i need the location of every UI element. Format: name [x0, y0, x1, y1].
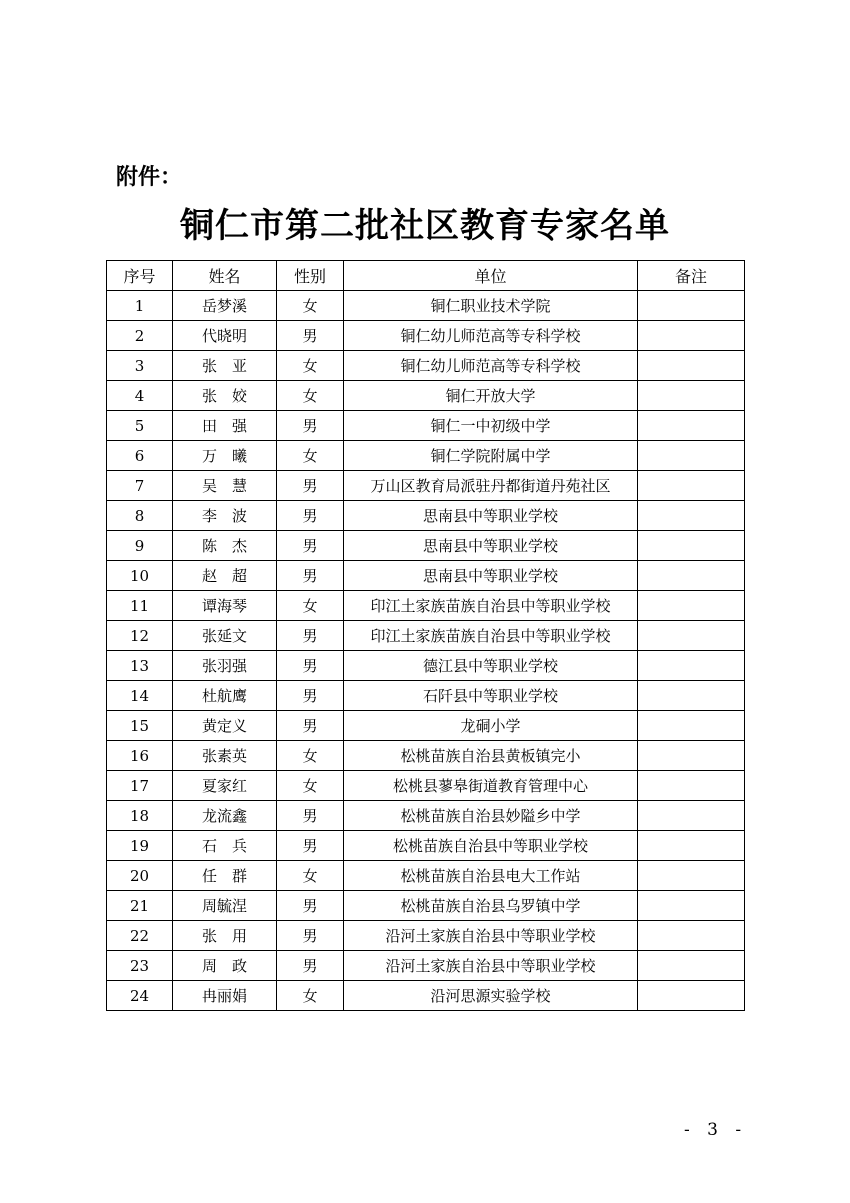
- cell-name: 张 姣: [173, 381, 277, 411]
- cell-gender: 女: [277, 861, 344, 891]
- cell-gender: 男: [277, 471, 344, 501]
- cell-name: 石 兵: [173, 831, 277, 861]
- cell-unit: 松桃县蓼皋街道教育管理中心: [344, 771, 638, 801]
- cell-index: 17: [107, 771, 173, 801]
- cell-index: 2: [107, 321, 173, 351]
- cell-unit: 铜仁开放大学: [344, 381, 638, 411]
- cell-name: 张素英: [173, 741, 277, 771]
- cell-gender: 男: [277, 831, 344, 861]
- cell-unit: 沿河土家族自治县中等职业学校: [344, 921, 638, 951]
- cell-unit: 沿河思源实验学校: [344, 981, 638, 1011]
- cell-unit: 铜仁幼儿师范高等专科学校: [344, 321, 638, 351]
- cell-remarks: [638, 561, 745, 591]
- cell-index: 19: [107, 831, 173, 861]
- cell-name: 周毓涅: [173, 891, 277, 921]
- table-row: [107, 471, 745, 501]
- cell-name: 吴 慧: [173, 471, 277, 501]
- cell-name: 黄定义: [173, 711, 277, 741]
- cell-name: 陈 杰: [173, 531, 277, 561]
- cell-unit: 德江县中等职业学校: [344, 651, 638, 681]
- cell-unit: 沿河土家族自治县中等职业学校: [344, 951, 638, 981]
- table-header-row: [107, 261, 745, 291]
- cell-name: 张羽强: [173, 651, 277, 681]
- cell-gender: 女: [277, 741, 344, 771]
- cell-index: 22: [107, 921, 173, 951]
- cell-index: 16: [107, 741, 173, 771]
- cell-gender: 男: [277, 561, 344, 591]
- cell-unit: 松桃苗族自治县妙隘乡中学: [344, 801, 638, 831]
- cell-name: 李 波: [173, 501, 277, 531]
- cell-gender: 男: [277, 951, 344, 981]
- cell-unit: 铜仁幼儿师范高等专科学校: [344, 351, 638, 381]
- cell-name: 代晓明: [173, 321, 277, 351]
- table-row: [107, 981, 745, 1011]
- cell-remarks: [638, 951, 745, 981]
- cell-gender: 男: [277, 681, 344, 711]
- cell-gender: 男: [277, 801, 344, 831]
- table-row: [107, 411, 745, 441]
- cell-index: 6: [107, 441, 173, 471]
- table-row: [107, 801, 745, 831]
- cell-remarks: [638, 471, 745, 501]
- page-number: - 3 -: [684, 1120, 748, 1140]
- cell-unit: 印江土家族苗族自治县中等职业学校: [344, 591, 638, 621]
- cell-remarks: [638, 621, 745, 651]
- cell-name: 龙流鑫: [173, 801, 277, 831]
- cell-index: 13: [107, 651, 173, 681]
- cell-gender: 男: [277, 531, 344, 561]
- cell-index: 8: [107, 501, 173, 531]
- cell-name: 张 亚: [173, 351, 277, 381]
- cell-index: 20: [107, 861, 173, 891]
- cell-index: 9: [107, 531, 173, 561]
- cell-index: 23: [107, 951, 173, 981]
- cell-index: 1: [107, 291, 173, 321]
- cell-remarks: [638, 741, 745, 771]
- cell-name: 冉丽娟: [173, 981, 277, 1011]
- column-header-name: 姓名: [173, 261, 277, 291]
- cell-remarks: [638, 771, 745, 801]
- table-row: [107, 591, 745, 621]
- cell-remarks: [638, 681, 745, 711]
- cell-gender: 女: [277, 591, 344, 621]
- table-row: [107, 711, 745, 741]
- column-header-remarks: 备注: [638, 261, 745, 291]
- cell-index: 12: [107, 621, 173, 651]
- cell-index: 11: [107, 591, 173, 621]
- cell-gender: 男: [277, 321, 344, 351]
- cell-unit: 铜仁一中初级中学: [344, 411, 638, 441]
- cell-unit: 万山区教育局派驻丹都街道丹苑社区: [344, 471, 638, 501]
- cell-gender: 女: [277, 291, 344, 321]
- cell-gender: 女: [277, 351, 344, 381]
- cell-gender: 女: [277, 981, 344, 1011]
- cell-remarks: [638, 411, 745, 441]
- cell-gender: 女: [277, 381, 344, 411]
- table-row: [107, 891, 745, 921]
- cell-gender: 男: [277, 651, 344, 681]
- table-body: [107, 291, 745, 1011]
- table-row: [107, 381, 745, 411]
- cell-name: 万 曦: [173, 441, 277, 471]
- table-row: [107, 681, 745, 711]
- table-row: [107, 321, 745, 351]
- table-row: [107, 501, 745, 531]
- cell-name: 岳梦溪: [173, 291, 277, 321]
- table-row: [107, 291, 745, 321]
- cell-index: 4: [107, 381, 173, 411]
- table-row: [107, 351, 745, 381]
- table-row: [107, 921, 745, 951]
- cell-name: 张延文: [173, 621, 277, 651]
- cell-remarks: [638, 651, 745, 681]
- cell-unit: 思南县中等职业学校: [344, 561, 638, 591]
- cell-index: 3: [107, 351, 173, 381]
- cell-unit: 石阡县中等职业学校: [344, 681, 638, 711]
- cell-unit: 松桃苗族自治县乌罗镇中学: [344, 891, 638, 921]
- cell-remarks: [638, 591, 745, 621]
- cell-name: 任 群: [173, 861, 277, 891]
- table-row: [107, 861, 745, 891]
- cell-remarks: [638, 921, 745, 951]
- cell-unit: 龙硐小学: [344, 711, 638, 741]
- cell-unit: 铜仁学院附属中学: [344, 441, 638, 471]
- cell-gender: 女: [277, 441, 344, 471]
- cell-gender: 男: [277, 411, 344, 441]
- cell-remarks: [638, 891, 745, 921]
- table-row: [107, 741, 745, 771]
- document-title: 铜仁市第二批社区教育专家名单: [180, 206, 670, 246]
- column-header-index: 序号: [107, 261, 173, 291]
- cell-index: 21: [107, 891, 173, 921]
- cell-name: 杜航鹰: [173, 681, 277, 711]
- cell-name: 赵 超: [173, 561, 277, 591]
- table-row: [107, 951, 745, 981]
- cell-unit: 松桃苗族自治县电大工作站: [344, 861, 638, 891]
- cell-index: 15: [107, 711, 173, 741]
- cell-remarks: [638, 351, 745, 381]
- expert-roster-table: [106, 260, 745, 1011]
- cell-remarks: [638, 321, 745, 351]
- cell-gender: 男: [277, 501, 344, 531]
- cell-index: 7: [107, 471, 173, 501]
- cell-index: 10: [107, 561, 173, 591]
- cell-index: 14: [107, 681, 173, 711]
- cell-remarks: [638, 441, 745, 471]
- cell-index: 24: [107, 981, 173, 1011]
- cell-remarks: [638, 861, 745, 891]
- cell-unit: 铜仁职业技术学院: [344, 291, 638, 321]
- table-row: [107, 561, 745, 591]
- column-header-gender: 性别: [277, 261, 344, 291]
- table-row: [107, 441, 745, 471]
- cell-name: 张 用: [173, 921, 277, 951]
- cell-remarks: [638, 291, 745, 321]
- column-header-unit: 单位: [344, 261, 638, 291]
- cell-index: 18: [107, 801, 173, 831]
- cell-gender: 男: [277, 891, 344, 921]
- cell-unit: 松桃苗族自治县黄板镇完小: [344, 741, 638, 771]
- cell-remarks: [638, 711, 745, 741]
- cell-remarks: [638, 501, 745, 531]
- table-row: [107, 651, 745, 681]
- cell-unit: 印江土家族苗族自治县中等职业学校: [344, 621, 638, 651]
- cell-gender: 男: [277, 621, 344, 651]
- cell-remarks: [638, 831, 745, 861]
- cell-name: 谭海琴: [173, 591, 277, 621]
- cell-name: 田 强: [173, 411, 277, 441]
- cell-gender: 男: [277, 921, 344, 951]
- cell-unit: 思南县中等职业学校: [344, 501, 638, 531]
- cell-remarks: [638, 981, 745, 1011]
- cell-gender: 男: [277, 711, 344, 741]
- cell-remarks: [638, 381, 745, 411]
- cell-unit: 思南县中等职业学校: [344, 531, 638, 561]
- table-row: [107, 771, 745, 801]
- cell-remarks: [638, 801, 745, 831]
- cell-name: 周 政: [173, 951, 277, 981]
- cell-name: 夏家红: [173, 771, 277, 801]
- cell-gender: 女: [277, 771, 344, 801]
- table-row: [107, 831, 745, 861]
- cell-unit: 松桃苗族自治县中等职业学校: [344, 831, 638, 861]
- cell-index: 5: [107, 411, 173, 441]
- table-row: [107, 621, 745, 651]
- attachment-label: 附件：: [116, 165, 183, 190]
- table-row: [107, 531, 745, 561]
- cell-remarks: [638, 531, 745, 561]
